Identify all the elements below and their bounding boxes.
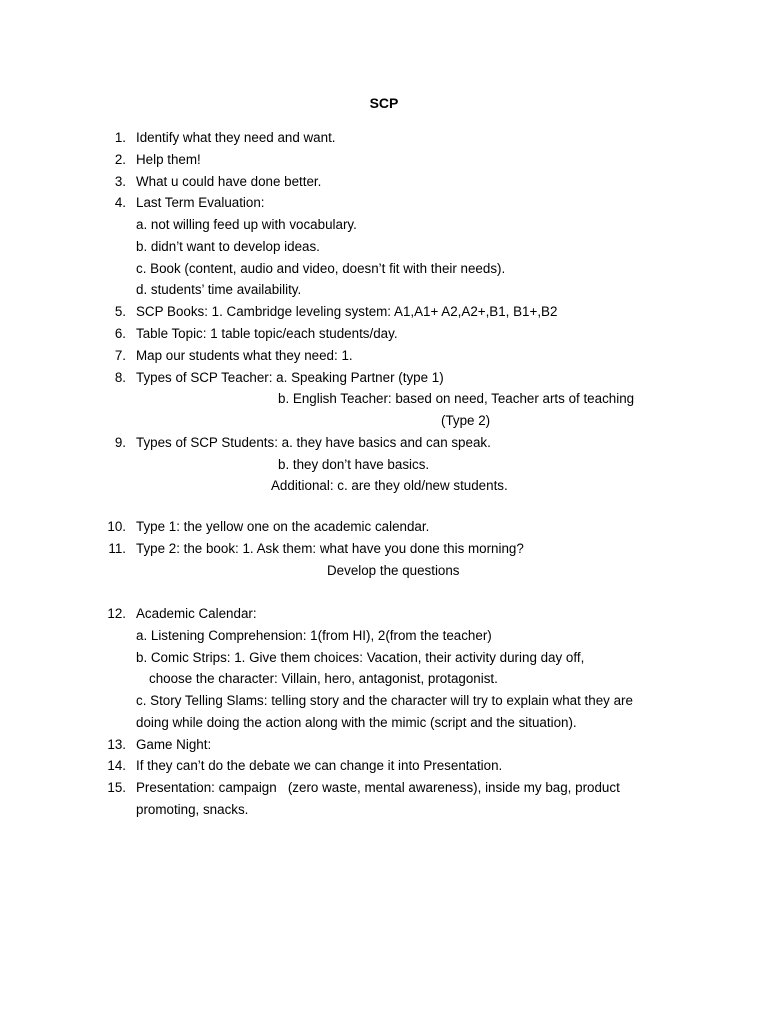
item-number: 10.	[107, 519, 126, 534]
sub-item: b. English Teacher: based on need, Teacher arts of teaching	[278, 391, 635, 406]
sub-item: b. didn’t want to develop ideas.	[136, 239, 320, 254]
item-text: Type 2: the book: 1. Ask them: what have you done this morning?	[136, 541, 524, 556]
item-text: Map our students what they need: 1.	[136, 348, 353, 363]
sub-item: c. Book (content, audio and video, doesn’t fit with their needs).	[136, 261, 506, 276]
item-text: SCP Books: 1. Cambridge leveling system: A1,A1+ A2,A2+,B1, B1+,B2	[136, 304, 558, 319]
item-number: 12.	[107, 606, 126, 621]
item-text: Academic Calendar:	[136, 606, 257, 621]
item-number: 1.	[114, 130, 126, 145]
item-text: What u could have done better.	[136, 174, 322, 189]
item-text: Types of SCP Teacher: a. Speaking Partner (type 1)	[136, 370, 444, 385]
sub-item: d. students’ time availability.	[136, 282, 302, 297]
item-number: 11.	[108, 541, 126, 556]
item-text: Types of SCP Students: a. they have basics and can speak.	[136, 435, 491, 450]
item-text: If they can’t do the debate we can change it into Presentation.	[136, 758, 503, 773]
item-number: 7.	[114, 348, 126, 363]
item-number: 13.	[107, 737, 126, 752]
item-text: Last Term Evaluation:	[136, 195, 265, 210]
sub-item: doing while doing the action along with the mimic (script and the situation).	[136, 715, 577, 730]
item-text: Table Topic: 1 table topic/each students/day.	[136, 326, 398, 341]
sub-item: Develop the questions	[327, 563, 460, 578]
item-number: 2.	[114, 152, 126, 167]
document-title: SCP	[369, 95, 399, 111]
item-text: Type 1: the yellow one on the academic calendar.	[136, 519, 430, 534]
item-number: 3.	[114, 174, 126, 189]
sub-item: a. Listening Comprehension: 1(from HI), 2(from the teacher)	[136, 628, 492, 643]
item-text: Game Night:	[136, 737, 212, 752]
item-number: 9.	[114, 435, 126, 450]
item-number: 5.	[114, 304, 126, 319]
item-number: 8.	[114, 370, 126, 385]
sub-item: promoting, snacks.	[136, 802, 249, 817]
item-number: 4.	[114, 195, 126, 210]
item-text: Help them!	[136, 152, 201, 167]
item-number: 6.	[114, 326, 126, 341]
sub-item: a. not willing feed up with vocabulary.	[136, 217, 357, 232]
sub-item: choose the character: Villain, hero, antagonist, protagonist.	[149, 671, 498, 686]
item-number: 14.	[107, 758, 126, 773]
item-number: 15.	[107, 780, 126, 795]
sub-item: c. Story Telling Slams: telling story and the character will try to explain what they are	[136, 693, 633, 708]
sub-item: b. Comic Strips: 1. Give them choices: Vacation, their activity during day off,	[136, 650, 585, 665]
item-text: Identify what they need and want.	[136, 130, 336, 145]
sub-item: Additional: c. are they old/new students.	[271, 478, 508, 493]
item-text: Presentation: campaign (zero waste, mental awareness), inside my bag, product	[136, 780, 620, 795]
sub-item: b. they don’t have basics.	[278, 457, 430, 472]
sub-item: (Type 2)	[441, 413, 491, 428]
